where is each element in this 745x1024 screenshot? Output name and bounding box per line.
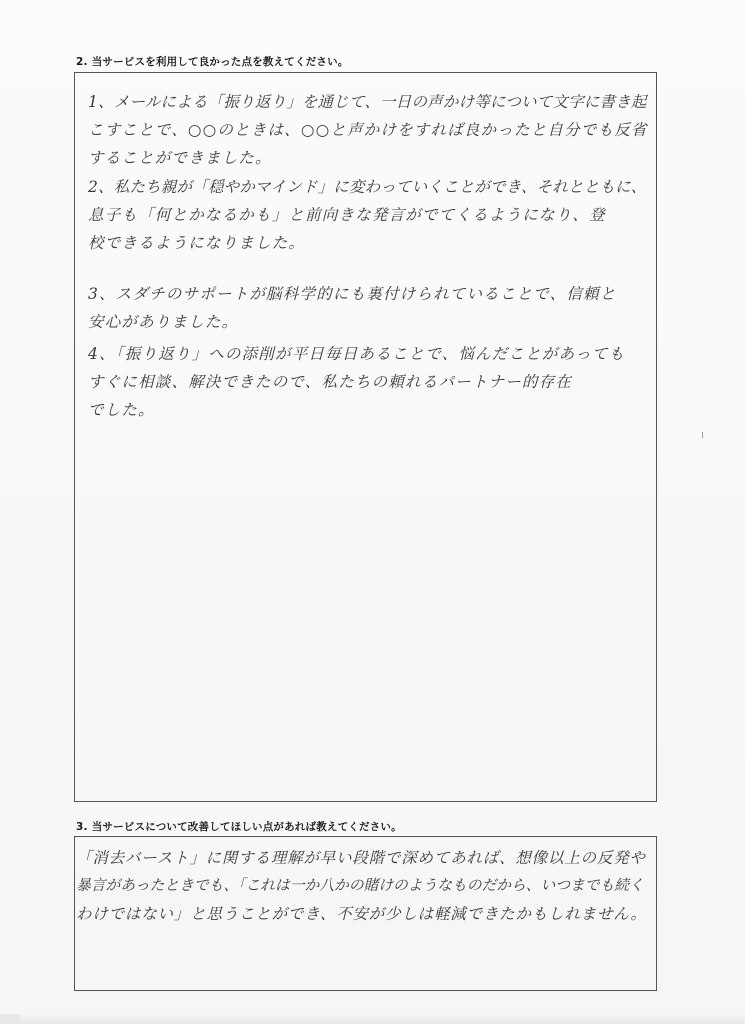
answer-line: すぐに相談、解決できたので、私たちの頼れるパートナー的存在 (88, 373, 572, 391)
answer-line: こすことで、○○のときは、○○と声かけをすれば良かったと自分でも反省 (88, 121, 648, 139)
question-2-number: 2. (76, 56, 88, 68)
question-2-heading (76, 54, 349, 69)
answer-line: 3、スダチのサポートが脳科学的にも裏付けられていることで、信頼と (88, 285, 617, 303)
question-3-number: 3. (76, 821, 88, 833)
answer-line: 1、メールによる「振り返り」を通じて、一日の声かけ等について文字に書き起 (88, 93, 647, 111)
answer-line: することができました。 (88, 149, 272, 167)
answer-line: わけではない」と思うことができ、不安が少しは軽減できたかもしれません。 (76, 905, 647, 923)
question-3-text: 当サービスについて改善してほしい点があれば教えてください。 (91, 821, 402, 833)
answer-item-3 (88, 280, 616, 336)
question-2-text: 当サービスを利用して良かった点を教えてください。 (91, 56, 349, 68)
answer-line: でした。 (88, 401, 155, 419)
question-3-answer (76, 844, 647, 928)
answer-item-1 (88, 88, 648, 172)
answer-line: 校できるようになりました。 (88, 234, 306, 252)
question-3-heading (76, 819, 402, 834)
answer-item-4 (88, 340, 625, 424)
answer-line: 4、「振り返り」への添削が平日毎日あることで、悩んだことがあっても (88, 345, 626, 363)
stray-pen-mark (702, 432, 703, 438)
answer-line: 息子も「何とかなるかも」と前向きな発言がでてくるようになり、登 (88, 206, 606, 224)
answer-item-2 (88, 173, 646, 257)
answer-line: 安心がありました。 (88, 313, 239, 331)
answer-line: 「消去バースト」に関する理解が早い段階で深めてあれば、想像以上の反発や (76, 849, 646, 867)
scan-edge-shadow (0, 1014, 745, 1024)
answer-line: 暴言があったときでも、「これは一か八かの賭けのようなものだから、いつまでも続く (76, 877, 644, 894)
scan-corner-mark (0, 1014, 20, 1024)
answer-line: 2、私たち親が「穏やかマインド」に変わっていくことができ、それとともに、 (88, 178, 647, 196)
